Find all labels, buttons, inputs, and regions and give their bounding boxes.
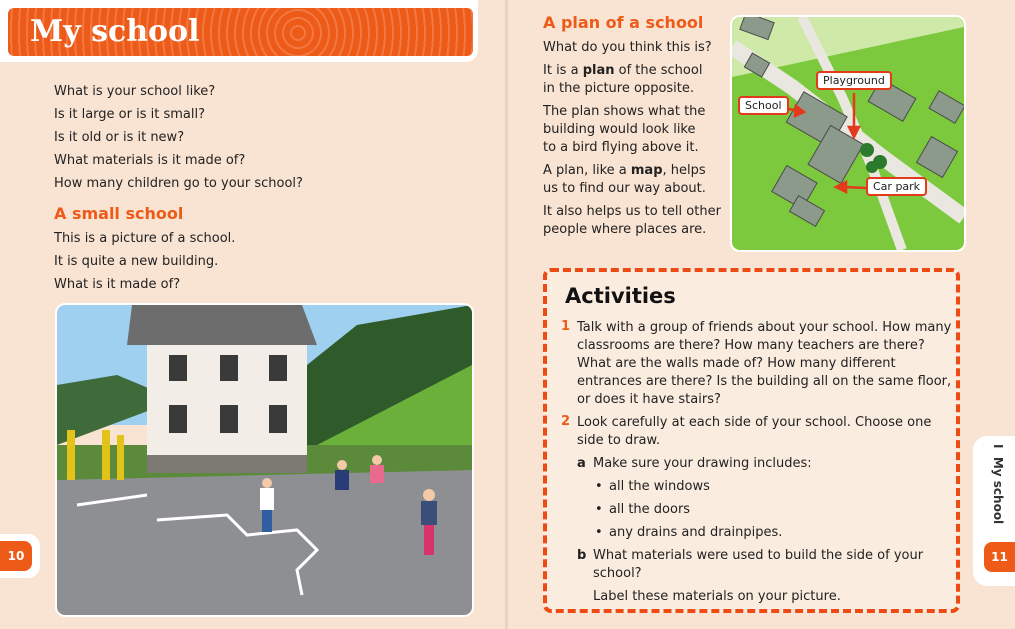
intro-question: Is it large or is it small? — [54, 107, 205, 122]
activity-1-line: classrooms are there? How many teachers are there? — [577, 338, 925, 353]
activity-2-line: Look carefully at each side of your school. Choose one — [577, 415, 932, 430]
intro-question: What is your school like? — [54, 84, 216, 99]
page-number-right: 11 — [984, 542, 1015, 572]
sub-item-b-line: What materials were used to build the side of your — [593, 548, 924, 563]
bullet-item: all the windows — [609, 479, 710, 494]
running-head: I My school — [991, 444, 1005, 525]
sub-item-a-label: a — [577, 456, 586, 471]
intro-question: Is it old or is it new? — [54, 130, 185, 145]
section-heading-small-school: A small school — [54, 204, 184, 223]
sub-item-b-extra: Label these materials on your picture. — [593, 589, 841, 604]
plan-paragraph-2-cont: in the picture opposite. — [543, 81, 695, 96]
activity-1-line: Talk with a group of friends about your school. How many — [577, 320, 952, 335]
intro-question: What materials is it made of? — [54, 153, 246, 168]
activities-box — [543, 268, 960, 613]
school-photo-illustration — [57, 305, 472, 615]
plan-paragraph-3: The plan shows what the — [543, 104, 706, 119]
bullet-icon: • — [595, 525, 603, 540]
activity-number-1: 1 — [561, 319, 571, 334]
section-line: This is a picture of a school. — [54, 231, 236, 246]
activity-number-2: 2 — [561, 414, 571, 429]
plan-paragraph-3: to a bird flying above it. — [543, 140, 699, 155]
sub-item-a-text: Make sure your drawing includes: — [593, 456, 812, 471]
activities-title: Activities — [565, 284, 676, 308]
map-label-school: School — [738, 96, 789, 115]
activity-1-line: What are the walls made of? How many different — [577, 356, 896, 371]
page-gutter — [505, 0, 508, 629]
activity-1-line: or does it have stairs? — [577, 392, 721, 407]
bullet-item: any drains and drainpipes. — [609, 525, 783, 540]
page-number-left: 10 — [0, 541, 32, 571]
page-number-tab-left — [0, 534, 40, 578]
page-number-tab-right — [973, 436, 1015, 586]
map-label-playground: Playground — [816, 71, 892, 90]
plan-paragraph-5: people where places are. — [543, 222, 707, 237]
title-bar — [8, 8, 473, 56]
section-line: It is quite a new building. — [54, 254, 219, 269]
activity-1-line: entrances are there? Is the building all on the same floor, — [577, 374, 952, 389]
heading-plan-of-school: A plan of a school — [543, 13, 704, 32]
school-plan-map — [730, 15, 966, 252]
map-label-car-park: Car park — [866, 177, 927, 196]
sub-item-b-line: school? — [593, 566, 642, 581]
page-title: My school — [30, 14, 200, 49]
bullet-icon: • — [595, 502, 603, 517]
section-line: What is it made of? — [54, 277, 181, 292]
sub-item-b-label: b — [577, 548, 587, 563]
map-illustration — [732, 17, 964, 250]
plan-paragraph-4-cont: us to find our way about. — [543, 181, 706, 196]
plan-paragraph-4: A plan, like a map, helps — [543, 163, 706, 178]
plan-paragraph-1: What do you think this is? — [543, 40, 712, 55]
bullet-item: all the doors — [609, 502, 691, 517]
plan-paragraph-2: It is a plan of the school — [543, 63, 703, 78]
plan-paragraph-3: building would look like — [543, 122, 696, 137]
plan-paragraph-5: It also helps us to tell other — [543, 204, 721, 219]
title-band — [0, 0, 478, 62]
activity-2-line: side to draw. — [577, 433, 661, 448]
intro-question: How many children go to your school? — [54, 176, 303, 191]
bullet-icon: • — [595, 479, 603, 494]
school-photo — [55, 303, 474, 617]
